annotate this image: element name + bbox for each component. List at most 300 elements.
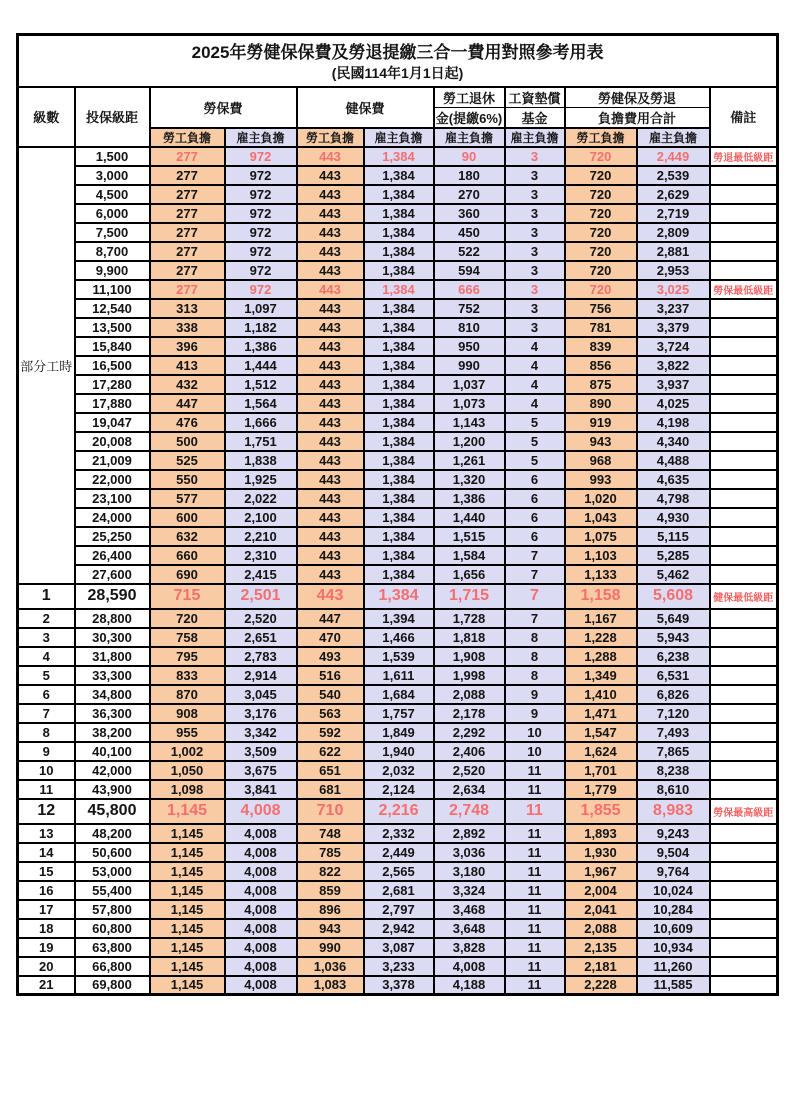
cell-total-employer: 3,937: [637, 375, 710, 394]
cell-remark: [710, 780, 778, 799]
col-header-pension-line2: 金(提繳6%): [434, 107, 505, 128]
cell-bracket: 9,900: [75, 261, 150, 280]
cell-total-employer: 3,379: [637, 318, 710, 337]
cell-fund-employer: 3: [505, 280, 565, 299]
cell-pension-employer: 270: [434, 185, 505, 204]
cell-total-worker: 919: [565, 413, 637, 432]
title-row: [18, 35, 778, 87]
cell-health-employer: 1,384: [364, 147, 434, 166]
cell-labor-employer: 2,914: [225, 666, 297, 685]
cell-level: 3: [18, 628, 75, 647]
cell-health-employer: 1,384: [364, 261, 434, 280]
cell-labor-employer: 3,841: [225, 780, 297, 799]
cell-total-worker: 2,004: [565, 881, 637, 900]
cell-level: 10: [18, 761, 75, 780]
cell-health-worker: 443: [297, 527, 364, 546]
cell-labor-employer: 1,666: [225, 413, 297, 432]
cell-health-worker: 516: [297, 666, 364, 685]
cell-fund-employer: 11: [505, 881, 565, 900]
cell-remark: [710, 704, 778, 723]
cell-total-worker: 1,133: [565, 565, 637, 584]
cell-total-employer: 2,809: [637, 223, 710, 242]
cell-remark: [710, 356, 778, 375]
cell-health-worker: 443: [297, 508, 364, 527]
cell-health-worker: 443: [297, 584, 364, 609]
cell-bracket: 34,800: [75, 685, 150, 704]
subheader-health-worker: 勞工負擔: [297, 128, 364, 147]
cell-labor-worker: 1,145: [150, 900, 225, 919]
col-header-health-insurance: 健保費: [297, 87, 434, 128]
cell-total-employer: 2,719: [637, 204, 710, 223]
cell-total-worker: 993: [565, 470, 637, 489]
cell-health-employer: 1,384: [364, 451, 434, 470]
cell-level: 14: [18, 843, 75, 862]
table-row: [18, 375, 778, 394]
cell-bracket: 8,700: [75, 242, 150, 261]
cell-bracket: 50,600: [75, 843, 150, 862]
cell-health-worker: 443: [297, 394, 364, 413]
cell-health-worker: 592: [297, 723, 364, 742]
cell-remark: [710, 843, 778, 862]
cell-labor-worker: 600: [150, 508, 225, 527]
cell-total-employer: 4,930: [637, 508, 710, 527]
cell-labor-worker: 277: [150, 261, 225, 280]
table-row: [18, 881, 778, 900]
cell-total-employer: 11,585: [637, 976, 710, 995]
subheader-pension-employer: 雇主負擔: [434, 128, 505, 147]
col-header-labor-insurance: 勞保費: [150, 87, 297, 128]
cell-health-worker: 710: [297, 799, 364, 824]
cell-fund-employer: 3: [505, 166, 565, 185]
cell-health-worker: 622: [297, 742, 364, 761]
cell-remark: [710, 185, 778, 204]
cell-remark: [710, 761, 778, 780]
cell-fund-employer: 10: [505, 742, 565, 761]
cell-labor-worker: 632: [150, 527, 225, 546]
cell-pension-employer: 450: [434, 223, 505, 242]
cell-total-worker: 756: [565, 299, 637, 318]
cell-total-worker: 856: [565, 356, 637, 375]
cell-fund-employer: 3: [505, 204, 565, 223]
cell-labor-worker: 277: [150, 166, 225, 185]
cell-remark: [710, 723, 778, 742]
cell-remark: 勞保最高級距: [710, 799, 778, 824]
table-row: [18, 976, 778, 995]
cell-health-employer: 1,384: [364, 242, 434, 261]
cell-pension-employer: 1,073: [434, 394, 505, 413]
cell-level: 13: [18, 824, 75, 843]
cell-labor-worker: 476: [150, 413, 225, 432]
cell-labor-worker: 313: [150, 299, 225, 318]
cell-remark: [710, 546, 778, 565]
cell-pension-employer: 2,178: [434, 704, 505, 723]
cell-total-worker: 1,167: [565, 609, 637, 628]
cell-health-worker: 443: [297, 413, 364, 432]
cell-bracket: 36,300: [75, 704, 150, 723]
cell-remark: [710, 489, 778, 508]
subheader-total-employer: 雇主負擔: [637, 128, 710, 147]
cell-labor-worker: 577: [150, 489, 225, 508]
cell-fund-employer: 7: [505, 584, 565, 609]
cell-level: 15: [18, 862, 75, 881]
cell-health-employer: 1,384: [364, 527, 434, 546]
cell-health-employer: 1,384: [364, 413, 434, 432]
cell-total-employer: 8,238: [637, 761, 710, 780]
cell-labor-employer: 2,501: [225, 584, 297, 609]
cell-labor-worker: 338: [150, 318, 225, 337]
cell-labor-employer: 1,838: [225, 451, 297, 470]
premium-reference-sheet: [16, 33, 779, 996]
cell-pension-employer: 360: [434, 204, 505, 223]
cell-fund-employer: 11: [505, 900, 565, 919]
cell-fund-employer: 8: [505, 628, 565, 647]
cell-total-employer: 5,943: [637, 628, 710, 647]
cell-fund-employer: 10: [505, 723, 565, 742]
col-header-wage-fund-line1: 工資墊償: [505, 87, 565, 108]
cell-total-employer: 4,635: [637, 470, 710, 489]
cell-total-employer: 8,610: [637, 780, 710, 799]
cell-remark: [710, 862, 778, 881]
cell-labor-worker: 1,145: [150, 824, 225, 843]
cell-labor-worker: 396: [150, 337, 225, 356]
cell-level: 12: [18, 799, 75, 824]
cell-pension-employer: 1,908: [434, 647, 505, 666]
cell-pension-employer: 2,088: [434, 685, 505, 704]
cell-fund-employer: 7: [505, 565, 565, 584]
cell-labor-employer: 3,342: [225, 723, 297, 742]
cell-bracket: 19,047: [75, 413, 150, 432]
cell-health-employer: 2,681: [364, 881, 434, 900]
cell-remark: 勞保最低級距: [710, 280, 778, 299]
cell-health-employer: 2,565: [364, 862, 434, 881]
cell-health-worker: 443: [297, 318, 364, 337]
cell-health-worker: 785: [297, 843, 364, 862]
cell-total-worker: 1,547: [565, 723, 637, 742]
cell-pension-employer: 3,828: [434, 938, 505, 957]
cell-total-employer: 10,934: [637, 938, 710, 957]
cell-fund-employer: 11: [505, 976, 565, 995]
col-header-level: 級數: [18, 87, 75, 147]
cell-fund-employer: 6: [505, 527, 565, 546]
cell-total-employer: 9,243: [637, 824, 710, 843]
cell-level: 11: [18, 780, 75, 799]
cell-labor-worker: 413: [150, 356, 225, 375]
cell-fund-employer: 6: [505, 508, 565, 527]
cell-health-worker: 443: [297, 375, 364, 394]
cell-level: 5: [18, 666, 75, 685]
cell-labor-worker: 277: [150, 223, 225, 242]
cell-health-employer: 1,384: [364, 584, 434, 609]
cell-health-worker: 443: [297, 204, 364, 223]
cell-total-worker: 1,075: [565, 527, 637, 546]
cell-labor-employer: 2,783: [225, 647, 297, 666]
cell-labor-employer: 2,210: [225, 527, 297, 546]
table-row: [18, 843, 778, 862]
cell-remark: [710, 647, 778, 666]
cell-pension-employer: 1,440: [434, 508, 505, 527]
cell-total-employer: 7,120: [637, 704, 710, 723]
cell-fund-employer: 3: [505, 223, 565, 242]
col-header-total-line1: 勞健保及勞退: [565, 87, 710, 108]
cell-fund-employer: 7: [505, 609, 565, 628]
cell-bracket: 4,500: [75, 185, 150, 204]
cell-health-employer: 3,378: [364, 976, 434, 995]
cell-labor-worker: 277: [150, 204, 225, 223]
cell-fund-employer: 7: [505, 546, 565, 565]
cell-pension-employer: 752: [434, 299, 505, 318]
cell-total-worker: 1,701: [565, 761, 637, 780]
cell-total-employer: 2,881: [637, 242, 710, 261]
cell-labor-worker: 1,145: [150, 843, 225, 862]
table-row: [18, 356, 778, 375]
cell-pension-employer: 1,715: [434, 584, 505, 609]
cell-labor-worker: 1,145: [150, 957, 225, 976]
cell-total-employer: 4,488: [637, 451, 710, 470]
cell-bracket: 17,280: [75, 375, 150, 394]
cell-labor-worker: 690: [150, 565, 225, 584]
cell-total-employer: 2,449: [637, 147, 710, 166]
cell-level: 9: [18, 742, 75, 761]
cell-pension-employer: 2,634: [434, 780, 505, 799]
cell-labor-worker: 432: [150, 375, 225, 394]
cell-bracket: 66,800: [75, 957, 150, 976]
table-row: [18, 223, 778, 242]
cell-health-employer: 1,384: [364, 185, 434, 204]
cell-health-worker: 447: [297, 609, 364, 628]
cell-bracket: 60,800: [75, 919, 150, 938]
cell-pension-employer: 2,292: [434, 723, 505, 742]
cell-total-worker: 1,893: [565, 824, 637, 843]
cell-pension-employer: 3,468: [434, 900, 505, 919]
cell-bracket: 17,880: [75, 394, 150, 413]
cell-labor-employer: 2,415: [225, 565, 297, 584]
cell-remark: [710, 223, 778, 242]
cell-total-employer: 5,608: [637, 584, 710, 609]
cell-health-employer: 1,384: [364, 375, 434, 394]
cell-fund-employer: 5: [505, 432, 565, 451]
cell-pension-employer: 1,515: [434, 527, 505, 546]
table-row: [18, 470, 778, 489]
cell-health-employer: 1,384: [364, 508, 434, 527]
cell-remark: [710, 337, 778, 356]
cell-pension-employer: 2,748: [434, 799, 505, 824]
cell-bracket: 43,900: [75, 780, 150, 799]
cell-health-worker: 563: [297, 704, 364, 723]
cell-pension-employer: 1,200: [434, 432, 505, 451]
cell-health-worker: 748: [297, 824, 364, 843]
cell-labor-employer: 3,045: [225, 685, 297, 704]
table-row: [18, 609, 778, 628]
cell-bracket: 25,250: [75, 527, 150, 546]
cell-bracket: 23,100: [75, 489, 150, 508]
cell-health-employer: 1,384: [364, 356, 434, 375]
cell-total-employer: 7,493: [637, 723, 710, 742]
cell-pension-employer: 990: [434, 356, 505, 375]
cell-total-worker: 720: [565, 223, 637, 242]
cell-bracket: 53,000: [75, 862, 150, 881]
col-header-remark: 備註: [710, 87, 778, 147]
cell-labor-employer: 1,564: [225, 394, 297, 413]
cell-total-worker: 1,410: [565, 685, 637, 704]
cell-level: 6: [18, 685, 75, 704]
cell-level: 17: [18, 900, 75, 919]
subheader-total-worker: 勞工負擔: [565, 128, 637, 147]
cell-total-worker: 2,041: [565, 900, 637, 919]
cell-total-employer: 6,531: [637, 666, 710, 685]
cell-total-employer: 4,025: [637, 394, 710, 413]
cell-health-employer: 1,384: [364, 337, 434, 356]
cell-pension-employer: 1,037: [434, 375, 505, 394]
cell-pension-employer: 1,143: [434, 413, 505, 432]
subheader-fund-employer: 雇主負擔: [505, 128, 565, 147]
cell-remark: 勞退最低級距: [710, 147, 778, 166]
cell-health-employer: 1,384: [364, 394, 434, 413]
cell-labor-employer: 3,675: [225, 761, 297, 780]
cell-health-employer: 2,032: [364, 761, 434, 780]
col-header-pension-line1: 勞工退休: [434, 87, 505, 108]
table-row: [18, 337, 778, 356]
cell-labor-worker: 720: [150, 609, 225, 628]
table-row: [18, 584, 778, 609]
cell-total-worker: 943: [565, 432, 637, 451]
cell-pension-employer: 1,818: [434, 628, 505, 647]
cell-pension-employer: 594: [434, 261, 505, 280]
cell-fund-employer: 6: [505, 470, 565, 489]
cell-health-employer: 1,384: [364, 223, 434, 242]
table-row: [18, 546, 778, 565]
cell-labor-employer: 972: [225, 185, 297, 204]
cell-labor-employer: 4,008: [225, 938, 297, 957]
cell-health-worker: 443: [297, 470, 364, 489]
cell-bracket: 55,400: [75, 881, 150, 900]
cell-total-employer: 3,025: [637, 280, 710, 299]
cell-labor-employer: 3,509: [225, 742, 297, 761]
cell-fund-employer: 3: [505, 318, 565, 337]
cell-health-worker: 443: [297, 451, 364, 470]
cell-fund-employer: 11: [505, 862, 565, 881]
cell-total-worker: 1,624: [565, 742, 637, 761]
table-row: [18, 780, 778, 799]
cell-total-employer: 5,462: [637, 565, 710, 584]
cell-remark: [710, 166, 778, 185]
cell-bracket: 48,200: [75, 824, 150, 843]
cell-health-worker: 443: [297, 432, 364, 451]
cell-labor-employer: 2,651: [225, 628, 297, 647]
cell-remark: [710, 900, 778, 919]
cell-labor-worker: 908: [150, 704, 225, 723]
cell-health-worker: 443: [297, 356, 364, 375]
cell-labor-worker: 795: [150, 647, 225, 666]
cell-total-worker: 720: [565, 242, 637, 261]
cell-level: 8: [18, 723, 75, 742]
cell-bracket: 40,100: [75, 742, 150, 761]
cell-labor-worker: 1,098: [150, 780, 225, 799]
cell-labor-employer: 1,512: [225, 375, 297, 394]
cell-remark: [710, 432, 778, 451]
cell-labor-employer: 4,008: [225, 900, 297, 919]
cell-bracket: 38,200: [75, 723, 150, 742]
cell-pension-employer: 1,386: [434, 489, 505, 508]
cell-health-worker: 493: [297, 647, 364, 666]
cell-total-worker: 1,967: [565, 862, 637, 881]
cell-total-worker: 890: [565, 394, 637, 413]
cell-total-worker: 781: [565, 318, 637, 337]
table-row: [18, 938, 778, 957]
cell-remark: [710, 824, 778, 843]
cell-labor-worker: 447: [150, 394, 225, 413]
cell-total-worker: 875: [565, 375, 637, 394]
table-row: [18, 666, 778, 685]
cell-fund-employer: 8: [505, 666, 565, 685]
cell-health-employer: 1,384: [364, 166, 434, 185]
cell-health-worker: 443: [297, 185, 364, 204]
cell-level: 18: [18, 919, 75, 938]
cell-bracket: 21,009: [75, 451, 150, 470]
table-row: [18, 527, 778, 546]
table-row: [18, 862, 778, 881]
cell-health-employer: 2,216: [364, 799, 434, 824]
cell-total-worker: 1,471: [565, 704, 637, 723]
cell-fund-employer: 4: [505, 356, 565, 375]
cell-bracket: 57,800: [75, 900, 150, 919]
table-row: [18, 508, 778, 527]
cell-pension-employer: 810: [434, 318, 505, 337]
cell-bracket: 22,000: [75, 470, 150, 489]
table-row: [18, 413, 778, 432]
cell-health-worker: 443: [297, 337, 364, 356]
cell-total-worker: 1,288: [565, 647, 637, 666]
cell-remark: [710, 957, 778, 976]
cell-level: 2: [18, 609, 75, 628]
cell-labor-worker: 1,050: [150, 761, 225, 780]
page-title: 2025年勞健保保費及勞退提繳三合一費用對照參考用表: [191, 42, 604, 62]
cell-fund-employer: 11: [505, 824, 565, 843]
cell-health-worker: 651: [297, 761, 364, 780]
cell-pension-employer: 1,998: [434, 666, 505, 685]
cell-bracket: 28,590: [75, 584, 150, 609]
cell-remark: [710, 628, 778, 647]
cell-health-employer: 2,124: [364, 780, 434, 799]
cell-labor-employer: 1,444: [225, 356, 297, 375]
cell-total-employer: 11,260: [637, 957, 710, 976]
cell-fund-employer: 3: [505, 242, 565, 261]
cell-labor-worker: 1,145: [150, 938, 225, 957]
cell-total-employer: 4,798: [637, 489, 710, 508]
cell-pension-employer: 1,320: [434, 470, 505, 489]
cell-remark: [710, 938, 778, 957]
cell-pension-employer: 3,324: [434, 881, 505, 900]
premium-table: [16, 33, 779, 996]
cell-total-employer: 9,764: [637, 862, 710, 881]
cell-total-worker: 720: [565, 261, 637, 280]
cell-total-employer: 10,284: [637, 900, 710, 919]
cell-bracket: 26,400: [75, 546, 150, 565]
cell-total-employer: 5,115: [637, 527, 710, 546]
cell-total-employer: 3,724: [637, 337, 710, 356]
table-row: [18, 166, 778, 185]
cell-total-employer: 10,609: [637, 919, 710, 938]
cell-labor-employer: 2,310: [225, 546, 297, 565]
cell-remark: 健保最低級距: [710, 584, 778, 609]
table-body: [18, 147, 778, 995]
cell-health-worker: 943: [297, 919, 364, 938]
cell-health-employer: 1,466: [364, 628, 434, 647]
cell-health-employer: 1,384: [364, 318, 434, 337]
cell-level: 19: [18, 938, 75, 957]
cell-total-worker: 1,228: [565, 628, 637, 647]
cell-labor-worker: 277: [150, 185, 225, 204]
subheader-labor-employer: 雇主負擔: [225, 128, 297, 147]
